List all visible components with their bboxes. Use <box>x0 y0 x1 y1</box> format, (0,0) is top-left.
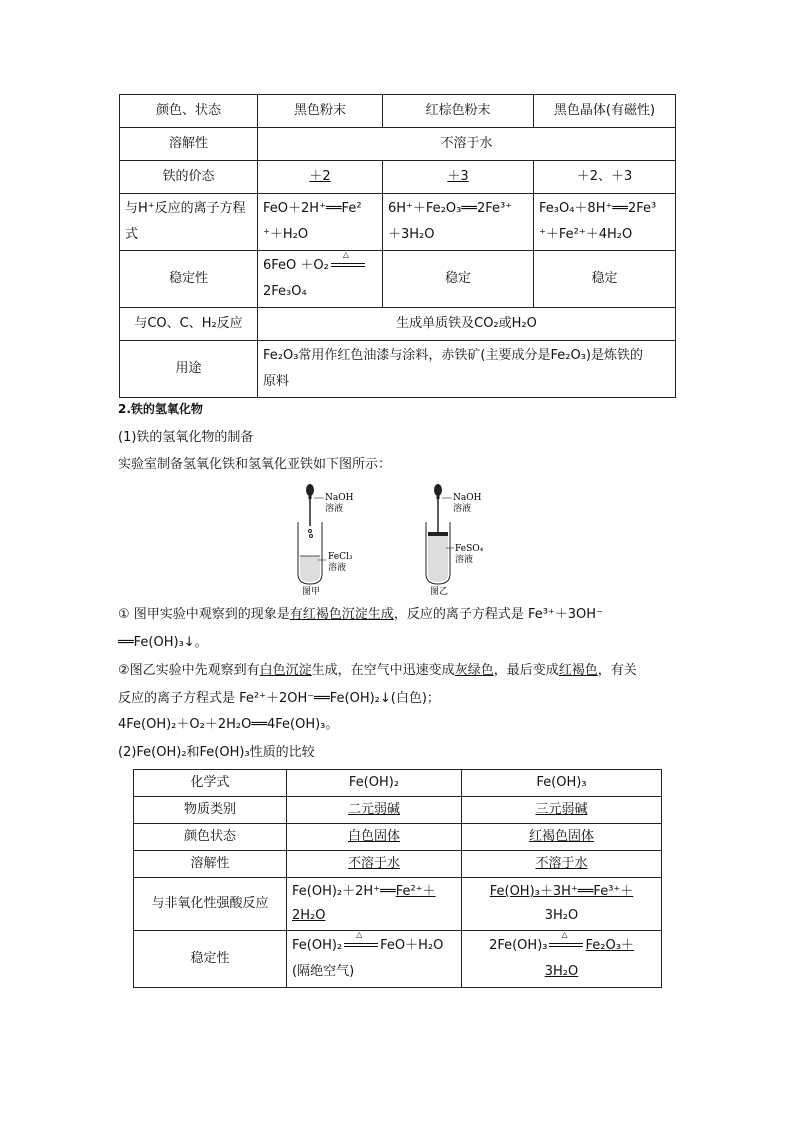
heat-arrow-icon: △ <box>549 939 583 953</box>
figure-caption: 图甲 <box>302 587 321 597</box>
row-label: 用途 <box>120 341 258 398</box>
table-row <box>120 95 676 128</box>
equation-line: ⁺＋H₂O <box>263 227 309 242</box>
cell-fe3o4: 黑色晶体(有磁性) <box>534 95 676 128</box>
paragraph-1-cont: ══Fe(OH)₃↓。 <box>118 635 208 650</box>
row-label: 稳定性 <box>120 251 258 308</box>
cell-feo <box>258 251 383 308</box>
row-label: 颜色状态 <box>134 824 287 851</box>
answer-underline: 3H₂O <box>544 964 579 979</box>
valence-value: ＋2 <box>309 169 331 184</box>
answer-underline: 灰绿色 <box>454 663 494 678</box>
section-heading: 2.铁的氢氧化物 <box>118 402 203 416</box>
cell-feo <box>258 194 383 251</box>
text-span: ②图乙实验中先观察到有 <box>118 663 260 678</box>
equation-line <box>292 929 456 959</box>
answer-underline: Fe₂O₃＋ <box>585 938 634 953</box>
cell-feoh3 <box>462 878 662 931</box>
text-span: ，最后变成 <box>493 663 559 678</box>
cell-fe3o4 <box>534 194 676 251</box>
cell-use <box>258 341 676 398</box>
equation-line <box>263 249 377 279</box>
reagent-label: 溶液 <box>455 555 474 565</box>
cell-feoh3 <box>462 797 662 824</box>
table-row <box>134 851 662 878</box>
cell-fe3o4: ＋2、＋3 <box>534 161 676 194</box>
answer-underline: 三元弱碱 <box>535 802 588 817</box>
reagent-label: NaOH <box>325 493 354 503</box>
cell-fe2o3: 稳定 <box>383 251 534 308</box>
row-label: 溶解性 <box>120 128 258 161</box>
table-row <box>120 251 676 308</box>
answer-underline: 红褐色 <box>558 663 598 678</box>
text-span: 生成，在空气中迅速变成 <box>311 663 455 678</box>
cell-feo: 黑色粉末 <box>258 95 383 128</box>
cell-feoh3: Fe(OH)₃ <box>462 770 662 797</box>
row-label: 颜色、状态 <box>120 95 258 128</box>
answer-underline: 二元弱碱 <box>347 802 400 817</box>
cell-feoh3 <box>462 931 662 988</box>
reagent-label: 溶液 <box>453 504 472 514</box>
equation-line: ＋3H₂O <box>388 227 435 242</box>
heat-arrow-icon: △ <box>331 259 365 273</box>
figure-caption: 图乙 <box>430 587 449 597</box>
table-row <box>120 128 676 161</box>
cell-feoh3 <box>462 851 662 878</box>
paragraph-2-eq: 4Fe(OH)₂＋O₂＋2H₂O══4Fe(OH)₃。 <box>118 717 339 732</box>
row-label: 溶解性 <box>134 851 287 878</box>
equation-line <box>467 929 656 959</box>
row-label: 与非氧化性强酸反应 <box>134 878 287 931</box>
equation-line: 3H₂O <box>544 908 579 923</box>
cell-feoh2 <box>287 851 462 878</box>
reagent-label: 溶液 <box>328 563 347 573</box>
answer-underline: Fe(OH)₃＋3H⁺══Fe³⁺＋ <box>489 884 634 899</box>
reagent-label: FeCl₃ <box>328 552 353 562</box>
table-row <box>120 161 676 194</box>
paragraph-1 <box>118 605 603 625</box>
equation-line: 6H⁺＋Fe₂O₃══2Fe³⁺ <box>388 201 513 216</box>
row-label: 与CO、C、H₂反应 <box>120 308 258 341</box>
answer-underline: 不溶于水 <box>347 856 400 871</box>
subheading: (2)Fe(OH)₂和Fe(OH)₃性质的比较 <box>118 745 315 760</box>
answer-underline: 红褐色固体 <box>528 829 594 844</box>
paragraph-2 <box>118 661 637 681</box>
row-label: 物质类别 <box>134 797 287 824</box>
cell-feoh2 <box>287 824 462 851</box>
text-span: ，有关 <box>597 663 637 678</box>
equation-line <box>292 880 456 904</box>
equation-line: (隔绝空气) <box>292 964 355 979</box>
cell-feoh3 <box>462 824 662 851</box>
cell-fe2o3 <box>383 161 534 194</box>
cell-feoh2 <box>287 797 462 824</box>
table-row <box>134 770 662 797</box>
table-row <box>120 341 676 398</box>
test-tube-right <box>426 484 484 597</box>
cell-fe2o3 <box>383 194 534 251</box>
answer-underline: 有红褐色沉淀生成 <box>289 607 394 622</box>
reagent-label: FeSO₄ <box>455 544 484 554</box>
equation-text: Fe(OH)₂＋2H⁺══ <box>292 884 396 899</box>
table-row <box>134 824 662 851</box>
hydroxides-table <box>133 769 662 988</box>
answer-underline: 不溶于水 <box>535 856 588 871</box>
equation-line: Fe₃O₄＋8H⁺══2Fe³ <box>539 201 657 216</box>
equation-line: 2Fe₃O₄ <box>263 284 307 299</box>
row-label: 化学式 <box>134 770 287 797</box>
row-label: 铁的价态 <box>120 161 258 194</box>
use-line: Fe₂O₃常用作红色油漆与涂料，赤铁矿(主要成分是Fe₂O₃)是炼铁的 <box>263 348 643 363</box>
row-label: 稳定性 <box>134 931 287 988</box>
text-span: ① 图甲实验中观察到的现象是 <box>118 607 290 622</box>
subheading: (1)铁的氢氧化物的制备 <box>118 430 254 445</box>
cell-reduce: 生成单质铁及CO₂或H₂O <box>258 308 676 341</box>
table-row <box>120 308 676 341</box>
table-row <box>134 797 662 824</box>
cell-solubility: 不溶于水 <box>258 128 676 161</box>
intro-text: 实验室制备氢氧化铁和氢氧化亚铁如下图所示： <box>118 457 392 472</box>
iron-oxides-table <box>119 94 676 398</box>
valence-value: ＋3 <box>447 169 469 184</box>
equation-text: 6FeO ＋O₂ <box>263 258 329 273</box>
table-row <box>120 194 676 251</box>
answer-underline: Fe²⁺＋ <box>395 884 436 899</box>
reagent-label: 溶液 <box>325 504 344 514</box>
table-row <box>134 931 662 988</box>
answer-underline: 2H₂O <box>292 908 326 923</box>
cell-feo <box>258 161 383 194</box>
cell-feoh2 <box>287 931 462 988</box>
text-span: ，反应的离子方程式是 Fe³⁺＋3OH⁻ <box>393 607 603 622</box>
answer-underline: 白色沉淀 <box>259 663 312 678</box>
cell-feoh2: Fe(OH)₂ <box>287 770 462 797</box>
heat-arrow-icon: △ <box>344 939 378 953</box>
equation-text: 2Fe(OH)₃ <box>489 938 548 953</box>
cell-fe2o3: 红棕色粉末 <box>383 95 534 128</box>
cell-feoh2 <box>287 878 462 931</box>
equation-text: Fe(OH)₂ <box>292 938 343 953</box>
use-line: 原料 <box>263 374 290 389</box>
answer-underline: 白色固体 <box>347 829 400 844</box>
table-row <box>134 878 662 931</box>
row-label: 与H⁺反应的离子方程式 <box>120 194 258 251</box>
test-tube-left <box>298 484 354 597</box>
test-tube-figure <box>290 478 520 598</box>
reagent-label: NaOH <box>453 493 482 503</box>
equation-line: FeO＋2H⁺══Fe² <box>263 201 362 216</box>
equation-line: ⁺＋Fe²⁺＋4H₂O <box>539 227 633 242</box>
equation-text: FeO＋H₂O <box>380 938 444 953</box>
paragraph-2-cont: 反应的离子方程式是 Fe²⁺＋2OH⁻══Fe(OH)₂↓(白色)； <box>118 691 440 706</box>
cell-fe3o4: 稳定 <box>534 251 676 308</box>
